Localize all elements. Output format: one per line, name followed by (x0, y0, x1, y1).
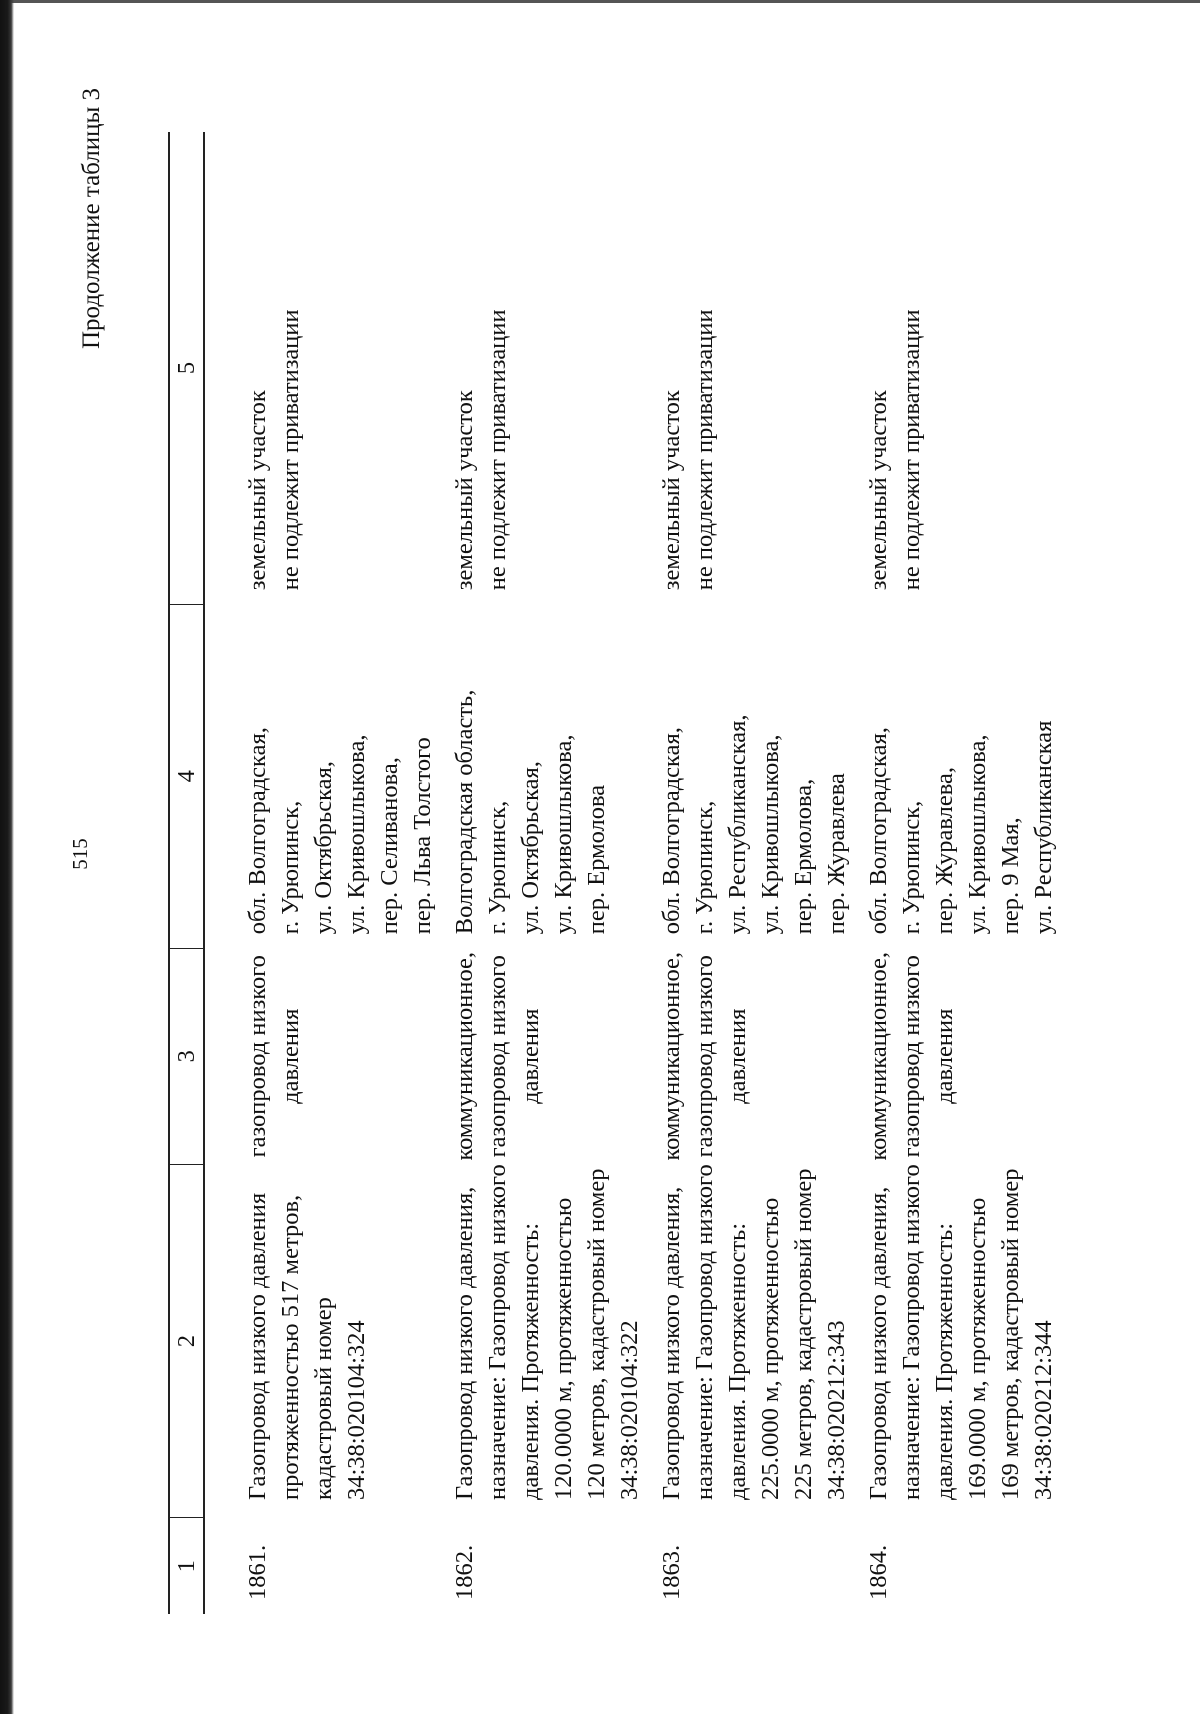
note-cell (853, 132, 1060, 604)
object-name-cell (439, 1164, 646, 1518)
table-row (204, 132, 439, 1614)
address-line: г. Урюпинск, (898, 800, 925, 935)
header-col-1: 1 (173, 1560, 200, 1573)
note-line: не подлежит приватизации (484, 309, 511, 591)
object-name-line: 34:38:020104:324 (343, 1320, 370, 1500)
object-name-line: 120 метров, кадастровый номер (583, 1168, 610, 1500)
row-number: 1864. (865, 1544, 892, 1600)
object-name-line: назначение: Газопровод низкого (898, 1164, 925, 1500)
object-name-line: 169.0000 м, протяженностью (964, 1197, 991, 1500)
note-line: не подлежит приватизации (898, 309, 925, 591)
object-name-line: Газопровод низкого давления, (658, 1186, 685, 1500)
address-cell (853, 604, 1060, 948)
address-line: пер. Ермолова, (790, 778, 817, 935)
object-name-cell (204, 1164, 439, 1518)
purpose-line: давления (931, 1008, 958, 1104)
table-continuation-label: Продолжение таблицы 3 (78, 87, 105, 349)
object-name-line: 34:38:020212:344 (1030, 1320, 1057, 1500)
object-name-line: 225 метров, кадастровый номер (790, 1168, 817, 1500)
address-line: ул. Республиканская, (724, 714, 751, 935)
address-line: ул. Кривошлыкова, (343, 734, 370, 935)
address-line: пер. 9 Мая, (997, 817, 1024, 935)
purpose-line: коммуникационное, (451, 951, 478, 1161)
purpose-cell (204, 948, 439, 1164)
address-cell (439, 604, 646, 948)
address-line: обл. Волгоградская, (658, 727, 685, 935)
address-cell (204, 604, 439, 948)
note-cell (439, 132, 646, 604)
purpose-cell (853, 948, 1060, 1164)
purpose-line: коммуникационное, (865, 951, 892, 1161)
purpose-line: газопровод низкого (691, 955, 718, 1158)
object-name-line: Газопровод низкого давления, (451, 1186, 478, 1500)
purpose-line: давления (724, 1008, 751, 1104)
object-name-line: Газопровод низкого давления, (865, 1186, 892, 1500)
address-line: ул. Кривошлыкова, (550, 734, 577, 935)
address-line: ул. Октябрьская, (310, 761, 337, 935)
table-row (853, 132, 1060, 1614)
purpose-line: давления (277, 1008, 304, 1104)
note-line: земельный участок (658, 390, 685, 591)
note-cell (646, 132, 853, 604)
address-line: ул. Республиканская (1030, 720, 1057, 935)
address-line: г. Урюпинск, (484, 800, 511, 935)
note-line: земельный участок (244, 390, 271, 591)
object-name-line: 120.0000 м, протяженностью (550, 1197, 577, 1500)
header-col-4: 4 (169, 604, 204, 948)
address-line: ул. Октябрьская, (517, 761, 544, 935)
purpose-line: коммуникационное, (658, 951, 685, 1161)
object-name-line: давления. Протяженность: (724, 1222, 751, 1500)
object-name-line: 169 метров, кадастровый номер (997, 1168, 1024, 1500)
address-line: ул. Кривошлыкова, (757, 734, 784, 935)
purpose-line: газопровод низкого (244, 955, 271, 1158)
object-name-line: кадастровый номер (310, 1297, 337, 1500)
address-line: обл. Волгоградская, (244, 727, 271, 935)
address-line: Волгоградская область, (451, 689, 478, 935)
address-line: обл. Волгоградская, (865, 727, 892, 935)
object-name-line: 34:38:020212:343 (823, 1320, 850, 1500)
header-col-3: 3 (169, 948, 204, 1164)
row-number: 1863. (658, 1544, 685, 1600)
object-name-line: давления. Протяженность: (517, 1222, 544, 1500)
address-line: г. Урюпинск, (277, 800, 304, 935)
address-line: пер. Льва Толстого (409, 737, 436, 935)
page-number: 515 (68, 838, 92, 870)
object-name-line: 34:38:020104:322 (616, 1320, 643, 1500)
row-number: 1862. (451, 1544, 478, 1600)
address-cell (646, 604, 853, 948)
object-name-line: Газопровод низкого давления (244, 1192, 271, 1500)
object-name-line: назначение: Газопровод низкого (691, 1164, 718, 1500)
property-table (168, 132, 1060, 1614)
purpose-line: газопровод низкого (484, 955, 511, 1158)
note-cell (204, 132, 439, 604)
object-name-line: протяженностью 517 метров, (277, 1194, 304, 1500)
table-row (439, 132, 646, 1614)
note-line: не подлежит приватизации (691, 309, 718, 591)
purpose-line: давления (517, 1008, 544, 1104)
purpose-cell (439, 948, 646, 1164)
object-name-line: давления. Протяженность: (931, 1222, 958, 1500)
object-name-line: назначение: Газопровод низкого (484, 1164, 511, 1500)
row-number: 1861. (244, 1544, 271, 1600)
purpose-line: газопровод низкого (898, 955, 925, 1158)
header-col-5: 5 (169, 132, 204, 604)
address-line: пер. Журавлева (823, 773, 850, 935)
address-line: ул. Кривошлыкова, (964, 734, 991, 935)
object-name-cell (853, 1164, 1060, 1518)
address-line: пер. Селиванова, (376, 757, 403, 935)
table-header-row (169, 132, 204, 1614)
table-row (646, 132, 853, 1614)
note-line: земельный участок (451, 390, 478, 591)
note-line: не подлежит приватизации (277, 309, 304, 591)
address-line: г. Урюпинск, (691, 800, 718, 935)
purpose-cell (646, 948, 853, 1164)
address-line: пер. Ермолова (583, 784, 610, 935)
header-col-2: 2 (169, 1164, 204, 1518)
note-line: земельный участок (865, 390, 892, 591)
address-line: пер. Журавлева, (931, 767, 958, 935)
object-name-line: 225.0000 м, протяженностью (757, 1197, 784, 1500)
object-name-cell (646, 1164, 853, 1518)
